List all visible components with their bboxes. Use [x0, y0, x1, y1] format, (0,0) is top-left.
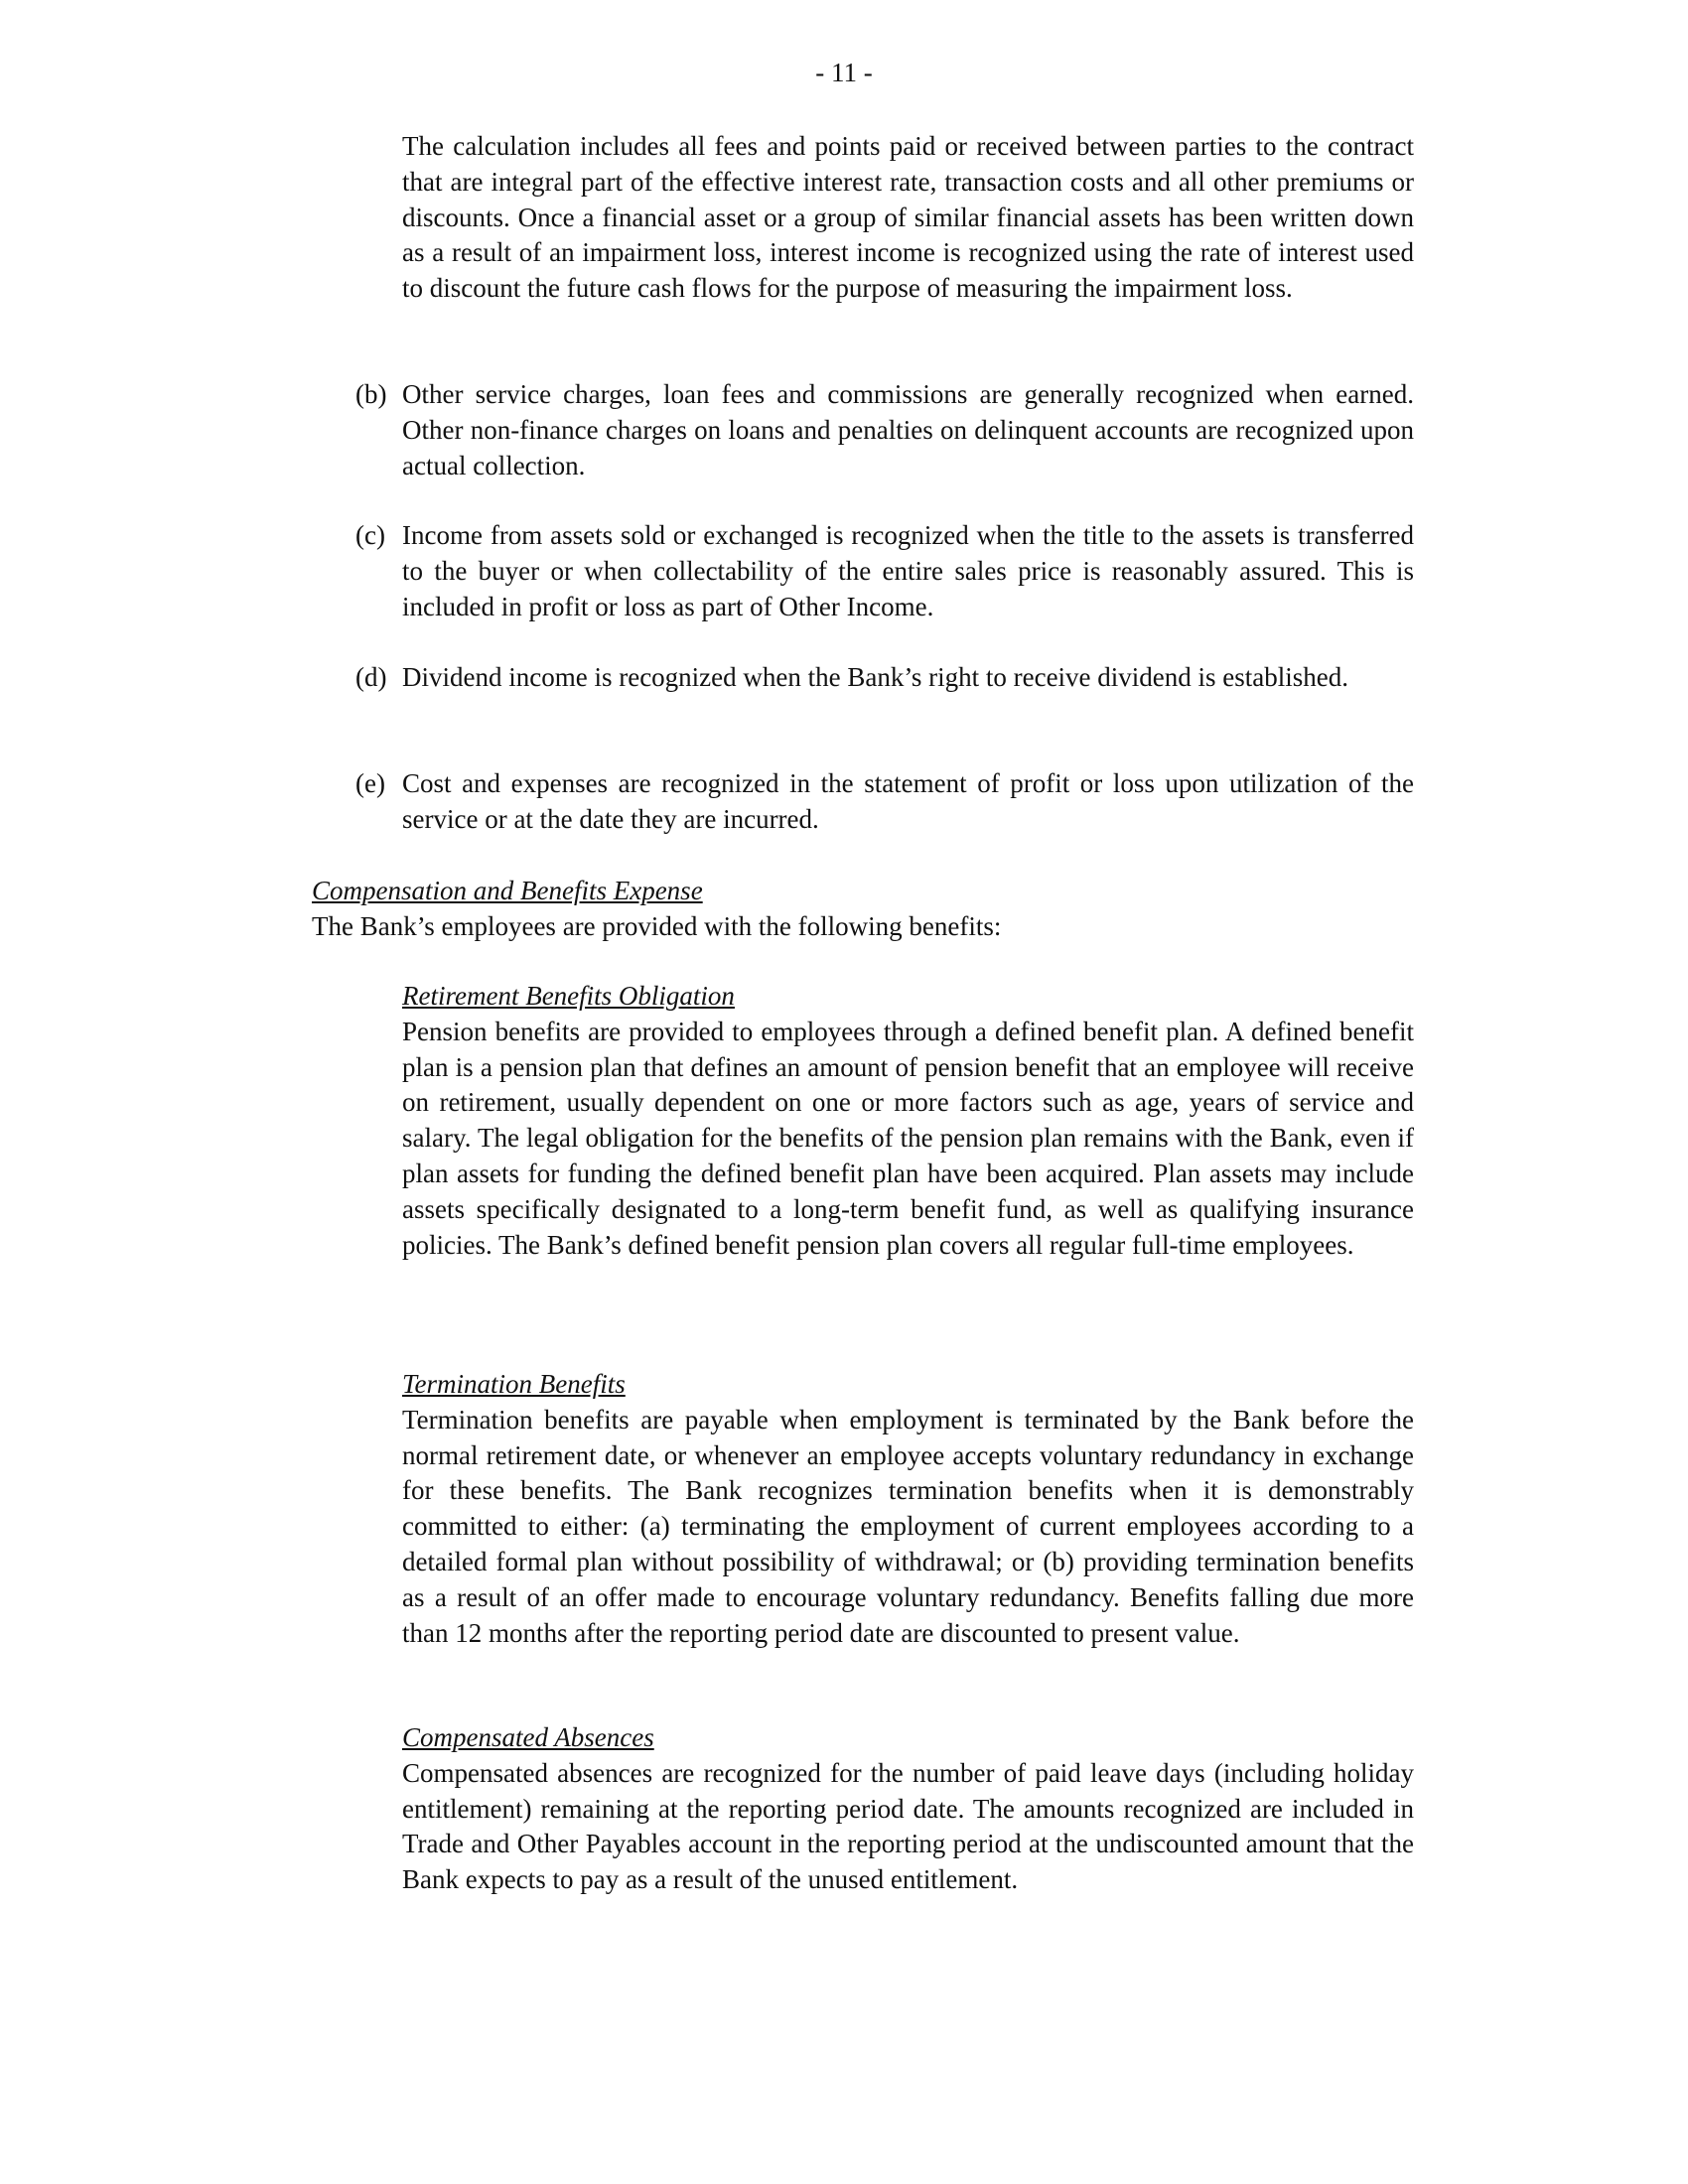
list-item-c	[355, 518, 1414, 624]
intro-paragraph: The calculation includes all fees and points paid or received between parties to the contract that are integral part of the effective interest rate, transaction costs and all other premiums or discounts. Once a financial asset or a group of similar financial assets has been written down as a result of an impairment loss, interest income is recognized using the rate of interest used to discount the future cash flows for the purpose of measuring the impairment loss.	[402, 131, 1414, 304]
section-heading: Compensation and Benefits Expense	[312, 876, 703, 905]
subsection-compensated-absences	[402, 1720, 1414, 1898]
item-label: (b)	[355, 379, 387, 409]
subsection-text: Termination benefits are payable when employment is terminated by the Bank before the normal retirement date, or whenever an employee accepts voluntary redundancy in exchange for these benefits. The Bank recognizes termination benefits when it is demonstrably committed to either: (a) terminating the employment of current employees according to a detailed formal plan without possibility of withdrawal; or (b) providing termination benefits as a result of an offer made to encourage voluntary redundancy. Benefits falling due more than 12 months after the reporting period date are discounted to present value.	[402, 1404, 1414, 1648]
item-text: Cost and expenses are recognized in the statement of profit or loss upon utilization of the service or at the date they are incurred.	[402, 768, 1414, 834]
section-intro: The Bank’s employees are provided with the following benefits:	[312, 910, 1002, 941]
item-text: Dividend income is recognized when the Bank’s right to receive dividend is established.	[402, 662, 1349, 692]
item-text: Income from assets sold or exchanged is recognized when the title to the assets is transferred to the buyer or when collectability of the entire sales price is reasonably assured. This is included in profit or loss as part of Other Income.	[402, 520, 1414, 621]
list-item-b	[355, 377, 1414, 483]
subsection-termination	[402, 1367, 1414, 1651]
list-item-d	[355, 660, 1414, 696]
section-compensation	[312, 874, 1414, 945]
item-label: (c)	[355, 520, 385, 550]
subsection-heading: Retirement Benefits Obligation	[402, 981, 735, 1011]
list-item-e	[355, 766, 1414, 838]
page-number: - 11 -	[815, 58, 873, 87]
subsection-heading: Compensated Absences	[402, 1722, 654, 1752]
subsection-text: Pension benefits are provided to employees through a defined benefit plan. A defined benefit plan is a pension plan that defines an amount of pension benefit that an employee will receive on retirement, usually dependent on one or more factors such as age, years of service and salary. The legal obligation for the benefits of the pension plan remains with the Bank, even if plan assets for funding the defined benefit plan have been acquired. Plan assets may include assets specifically designated to a long-term benefit fund, as well as qualifying insurance policies. The Bank’s defined benefit pension plan covers all regular full-time employees.	[402, 1016, 1414, 1260]
subsection-heading: Termination Benefits	[402, 1369, 626, 1399]
subsection-text: Compensated absences are recognized for the number of paid leave days (including holiday entitlement) remaining at the reporting period date. The amounts recognized are included in Trade and Other Payables account in the reporting period at the undiscounted amount that the Bank expects to pay as a result of the unused entitlement.	[402, 1757, 1414, 1895]
item-text: Other service charges, loan fees and commissions are generally recognized when earned. Other non-finance charges on loans and penalties on delinquent accounts are recognized upon actual collection.	[402, 379, 1414, 480]
subsection-retirement	[402, 979, 1414, 1263]
item-label: (d)	[355, 662, 387, 692]
item-label: (e)	[355, 768, 385, 798]
